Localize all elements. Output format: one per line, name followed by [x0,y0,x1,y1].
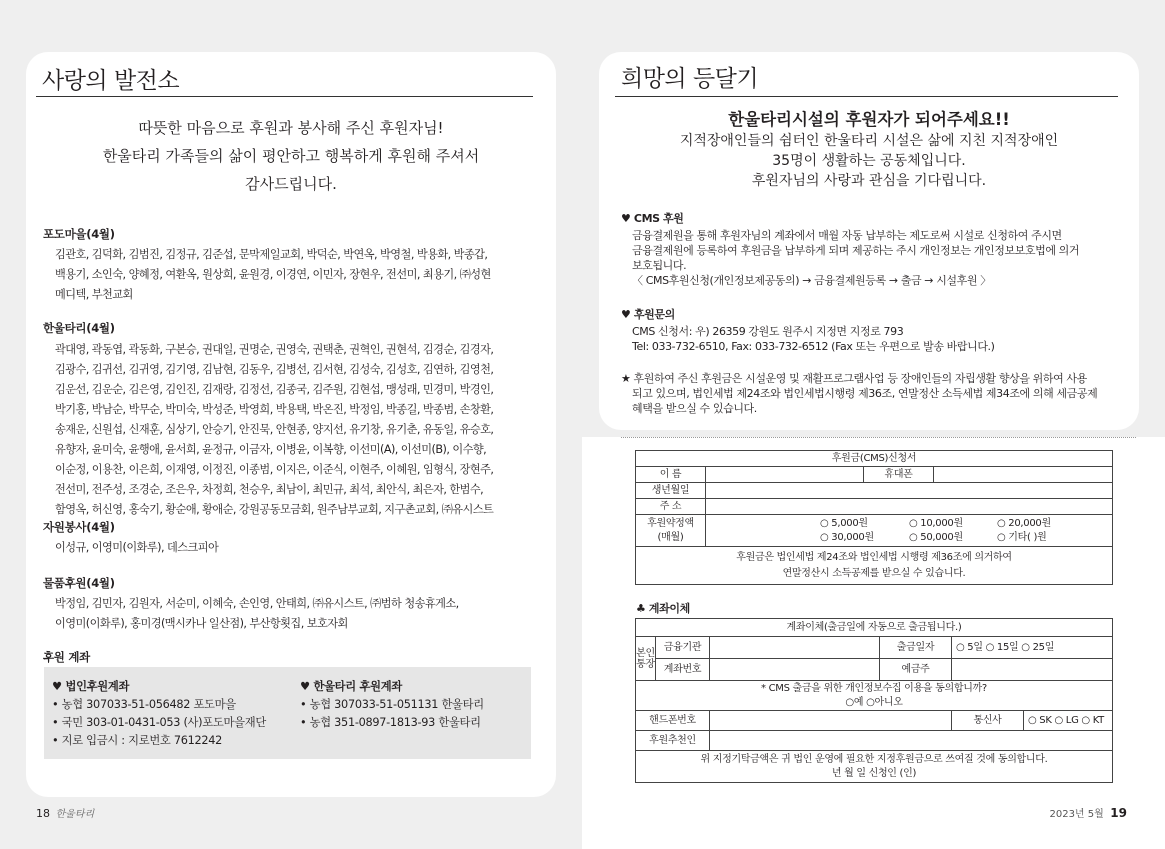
tax-note [621,371,1129,416]
cms-line: 보호됩니다. [632,259,687,272]
donor-line: 메디텍, 부천교회 [55,288,133,301]
intro-sub [599,131,1139,191]
cms-application-form [635,450,1113,585]
withdraw-date-label: 출금일자 [880,637,952,659]
cms-line: 금융결제원에 등록하여 후원금을 납부하게 되며 제공하는 주시 개인정보는 개인정보보호법에 의거 [632,244,1080,257]
mobile-label: 핸드폰번호 [636,711,710,731]
donor-line: 유향자, 윤미숙, 윤행애, 윤서희, 윤정규, 이금자, 이병윤, 이복향, 이선미(A), 이선미(B), 이수향, [55,443,487,456]
bank-field[interactable] [710,637,880,659]
own-account-label: 본인통장 [636,637,656,681]
section-heading-accounts: 후원 계좌 [43,650,90,664]
amount-option[interactable]: ○ 50,000원 [909,531,963,543]
withdraw-date-options[interactable]: ○ 5일 ○ 15일 ○ 25일 [952,637,1113,659]
section-heading-hanultari: 한울타리(4월) [43,321,115,335]
donor-line: 김광수, 김귀선, 김귀영, 김기영, 김남현, 김동우, 김병선, 김서현, 김성숙, 김성호, 김연하, 김영천, [55,363,494,376]
hanultari-account [300,678,484,732]
right-title-rule [615,96,1118,97]
name-field[interactable] [706,467,864,483]
referrer-field[interactable] [710,731,1113,751]
donor-list-hanultari [55,340,493,520]
intro-line: 감사드립니다. [245,175,337,193]
holder-field[interactable] [952,659,1113,681]
dotted-divider [621,437,1136,438]
account-item: • 농협 351-0897-1813-93 한울타리 [300,716,481,729]
intro-line: 따뜻한 마음으로 후원과 봉사해 주신 후원자님! [138,119,444,137]
note-line: 혜택을 받으실 수 있습니다. [632,402,757,415]
donor-line: 김운선, 김운순, 김은영, 김인진, 김재랑, 김정선, 김종국, 김주원, 김현섭, 맹성래, 민경미, 박경인, [55,383,494,396]
amount-option[interactable]: ○ 5,000원 [820,517,868,529]
page-number: 18 [36,807,50,820]
phone-label: 휴대폰 [864,467,934,483]
inquiry-section [621,307,995,354]
right-card [599,52,1139,430]
amount-label [636,515,706,547]
inquiry-line: CMS 신청서: 우) 26359 강원도 원주시 지정면 지정로 793 [632,325,904,338]
tax-deduction-note [636,547,1113,585]
donor-line: 곽대영, 곽동엽, 곽동화, 구본승, 권대일, 권명순, 권영숙, 권택춘, 권혁인, 권현석, 김경순, 김경자, [55,343,494,356]
privacy-consent [636,681,1113,711]
headline: 한울타리시설의 후원자가 되어주세요!! [728,110,1010,129]
transfer-heading: ♣ 계좌이체 [636,602,690,615]
account-item: • 지로 입금시 : 지로번호 7612242 [52,734,223,747]
note-line: ★ 후원하여 주신 후원금은 시설운영 및 재활프로그램사업 등 장애인들의 자립생활 향상을 위하여 사용 [621,372,1087,385]
amount-option[interactable]: ○ 20,000원 [997,517,1051,529]
left-card [26,52,556,797]
page-number: 19 [1110,806,1127,820]
account-item: • 국민 303-01-0431-053 (사)포도마을재단 [52,716,266,729]
donor-line: 박기홍, 박남순, 박무순, 박미숙, 박성준, 박영희, 박용택, 박온진, 박정임, 박종길, 박종범, 손창환, [55,403,494,416]
left-title-rule [36,96,533,97]
bank-transfer-form [635,618,1113,783]
intro-line: 한울타리 가족들의 삶이 평안하고 행복하게 후원해 주셔서 [102,147,480,165]
tax-line: 연말정산시 소득공제를 받으실 수 있습니다. [782,567,966,579]
carrier-label: 통신사 [952,711,1024,731]
thanks-intro [26,114,556,198]
left-page-number [36,805,94,820]
left-title: 사랑의 발전소 [42,68,180,94]
issue-date: 2023년 5월 [1049,809,1104,820]
address-field[interactable] [706,499,1113,515]
corporate-account [52,678,266,750]
amount-options [706,515,1113,547]
donor-line: 백용기, 소인숙, 양혜정, 여환옥, 원상희, 윤원경, 이경연, 이민자, 장현우, 전선미, 최용기, ㈜성현 [55,268,491,281]
amount-label-text: 후원약정액 [647,517,694,529]
donor-line: 이순정, 이용찬, 이은희, 이재영, 이정진, 이종범, 이지은, 이준식, 이현주, 이혜원, 임형식, 장현주, [55,463,494,476]
sub-line: 후원자님의 사랑과 관심을 기다립니다. [751,173,987,189]
birth-label: 생년월일 [636,483,706,499]
mobile-field[interactable] [710,711,952,731]
cms-section [621,211,1131,288]
agreement-line: 위 지정기탁금액은 귀 법인 운영에 필요한 지정후원금으로 쓰여질 것에 동의합니다. [700,753,1048,765]
donor-line: 김관호, 김덕화, 김범진, 김정규, 김준섭, 문막제일교회, 박덕순, 박연옥, 박영철, 박용화, 박종갑, [55,248,488,261]
sub-line: 지적장애인들의 쉼터인 한울타리 시설은 삶에 지친 지적장애인 [679,133,1059,149]
transfer-title: 계좌이체(출금일에 자동으로 출금됩니다.) [636,619,1113,637]
account-number-label: 계좌번호 [656,659,710,681]
amount-label-sub: (매월) [657,531,684,543]
right-title: 희망의 등달기 [621,66,759,92]
bank-label: 금융기관 [656,637,710,659]
inquiry-line: Tel: 033-732-6510, Fax: 033-732-6512 (Fax 또는 우편으로 발송 바랍니다.) [632,340,995,353]
account-box [44,667,531,759]
amount-option[interactable]: ○ 10,000원 [909,517,963,529]
amount-option[interactable]: ○ 30,000원 [820,531,874,543]
donor-line: 이영미(이화루), 홍미경(맥시카나 일산점), 부산항횟집, 보호자회 [55,617,348,630]
phone-field[interactable] [934,467,1113,483]
section-heading-goods: 물품후원(4월) [43,576,115,590]
donor-line: 박정임, 김민자, 김원자, 서순미, 이혜숙, 손인영, 안태희, ㈜유시스트, ㈜범하 청송휴게소, [55,597,459,610]
donor-line: 이성규, 이영미(이화루), 데스크피아 [55,541,219,554]
donor-line: 송재운, 신원섭, 신재훈, 심상기, 안승기, 안진묵, 안현종, 양지선, 유기창, 유기춘, 유동일, 유승호, [55,423,494,436]
account-title: ♥ 한울타리 후원계좌 [300,680,402,693]
account-title: ♥ 법인후원계좌 [52,680,130,693]
name-label: 이 름 [636,467,706,483]
account-item: • 농협 307033-51-056482 포도마을 [52,698,236,711]
cms-flow: 〈 CMS후원신청(개인정보제공동의) → 금융결제원등록 → 출금 → 시설후원 〉 [632,274,991,287]
cms-line: 금융결제원을 통해 후원자님의 계좌에서 매월 자동 납부하는 제도로써 시설로 신청하여 주시면 [632,229,1062,242]
signature-line: 년 월 일 신청인 (인) [831,767,917,779]
section-heading-volunteer: 자원봉사(4월) [43,520,115,534]
holder-label: 예금주 [880,659,952,681]
address-label: 주 소 [636,499,706,515]
donor-line: 전선미, 전주성, 조경순, 조은우, 차정희, 천승우, 최남이, 최민규, 최석, 최안식, 최은자, 한범수, [55,483,484,496]
referrer-label: 후원추천인 [636,731,710,751]
agreement-signature [636,751,1113,783]
account-item: • 농협 307033-51-051131 한울타리 [300,698,484,711]
logo-text: 한울타리 [55,809,95,820]
inquiry-heading: ♥ 후원문의 [621,308,675,321]
donor-list-podo [55,245,491,305]
consent-question: * CMS 출금을 위한 개인정보수집 이용을 동의합니까? [761,682,987,694]
birth-field[interactable] [706,483,1113,499]
donor-line: 함영옥, 허신영, 홍숙기, 황순애, 황애순, 강원공동모금회, 원주남부교회, 지구촌교회, ㈜유시스트 [55,503,494,516]
tax-line: 후원금은 법인세법 제24조와 법인세법 시행령 제36조에 의거하여 [736,551,1012,563]
sub-line: 35명이 생활하는 공동체입니다. [772,153,966,169]
form-title: 후원금(CMS)신청서 [636,451,1113,467]
account-number-field[interactable] [710,659,880,681]
carrier-options[interactable]: ○ SK ○ LG ○ KT [1024,711,1113,731]
volunteer-list [55,538,218,558]
section-heading-podo: 포도마을(4월) [43,227,115,241]
cms-heading: ♥ CMS 후원 [621,212,684,225]
note-line: 되고 있으며, 법인세법 제24조와 법인세법시행령 제36조, 연말정산 소득세법 제34조에 의해 세금공제 [632,387,1098,400]
consent-options[interactable]: ○예 ○아니오 [845,696,903,708]
right-page-footer [1049,805,1127,820]
amount-option-other[interactable]: ○ 기타( )원 [997,531,1047,543]
goods-donor-list [55,594,459,634]
